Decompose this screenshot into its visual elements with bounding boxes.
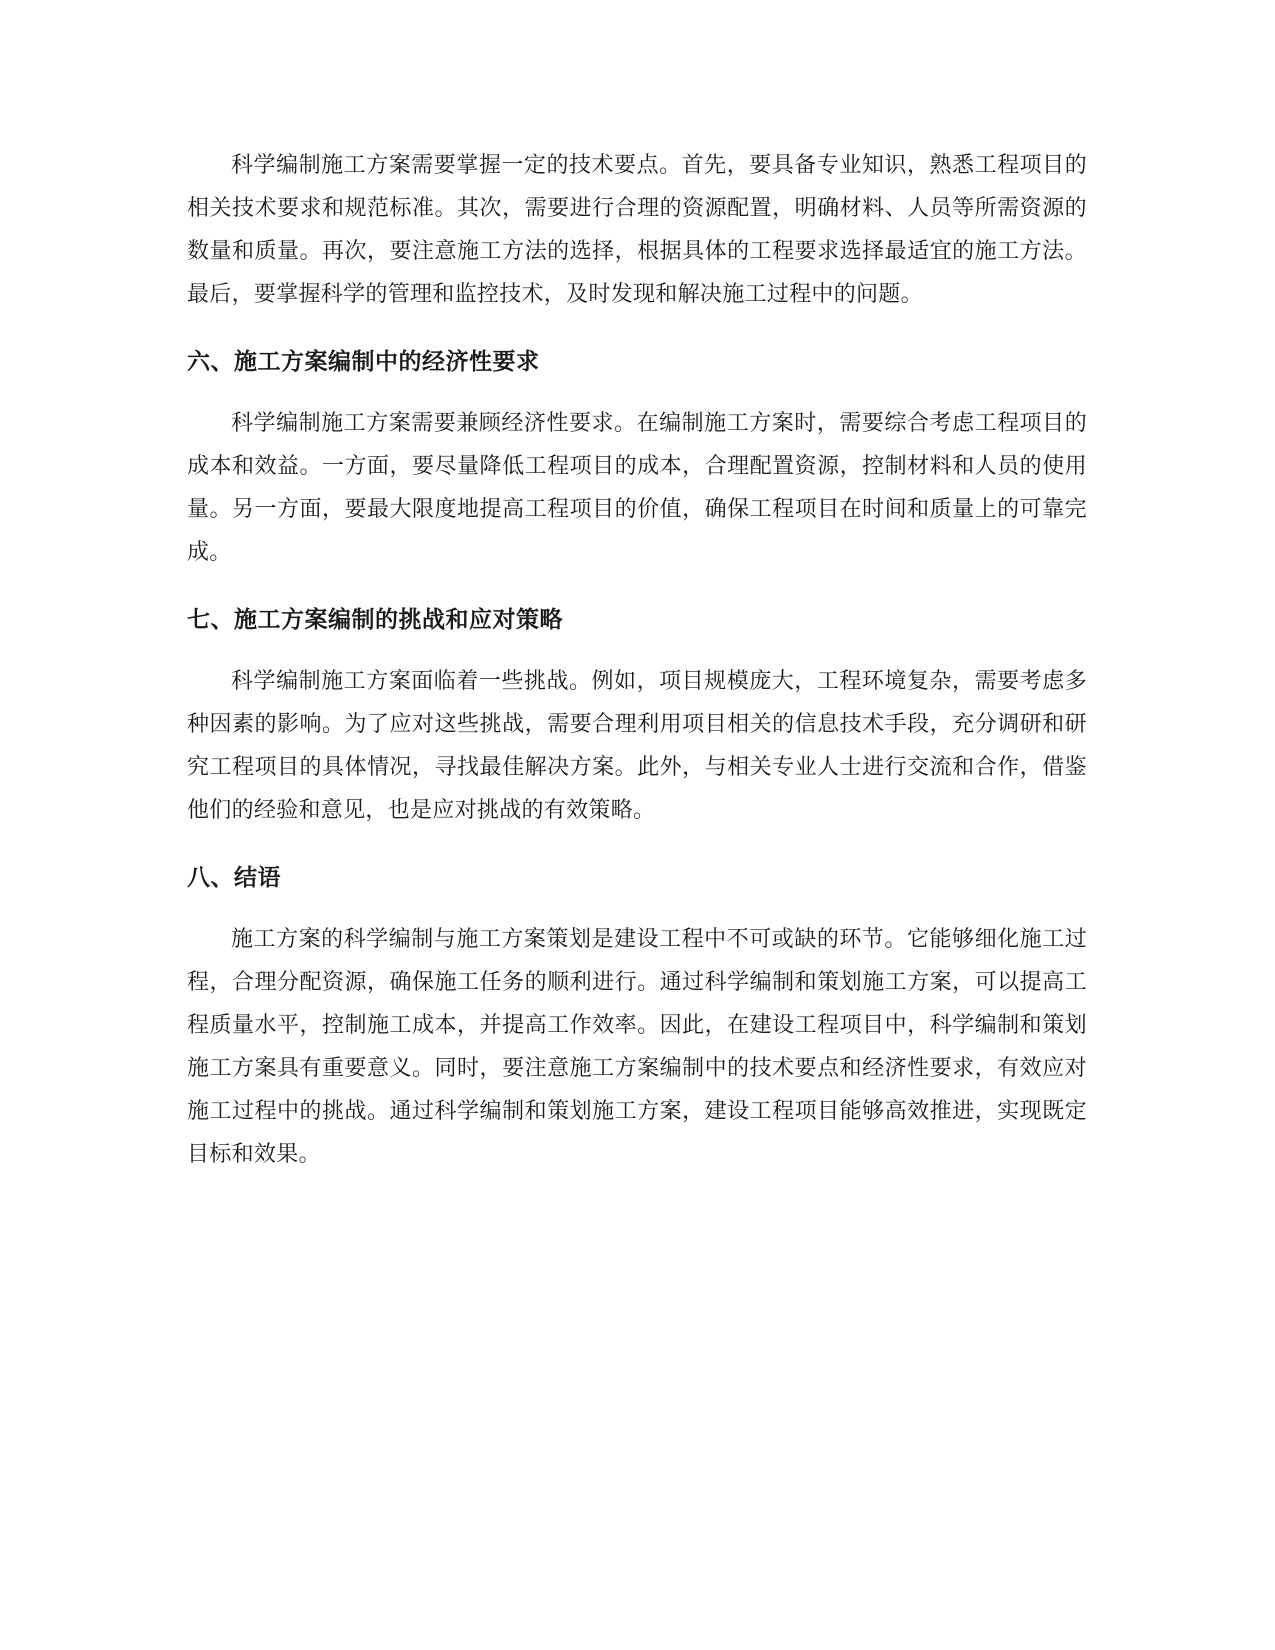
section-7-heading: 七、施工方案编制的挑战和应对策略 [187, 607, 563, 633]
section-8-heading: 八、结语 [187, 865, 281, 891]
document-body [187, 144, 1087, 1176]
section-6-heading: 六、施工方案编制中的经济性要求 [187, 349, 540, 375]
technical-points-paragraph: 科学编制施工方案需要掌握一定的技术要点。首先，要具备专业知识，熟悉工程项目的相关技术要求和规范标准。其次，需要进行合理的资源配置，明确材料、人员等所需资源的数量和质量。再次，要注意施工方法的选择，根据具体的工程要求选择最适宜的施工方法。最后，要掌握科学的管理和监控技术，及时发现和解决施工过程中的问题。 [187, 153, 1087, 307]
section-8-paragraph: 施工方案的科学编制与施工方案策划是建设工程中不可或缺的环节。它能够细化施工过程，合理分配资源，确保施工任务的顺利进行。通过科学编制和策划施工方案，可以提高工程质量水平，控制施工成本，并提高工作效率。因此，在建设工程项目中，科学编制和策划施工方案具有重要意义。同时，要注意施工方案编制中的技术要点和经济性要求，有效应对施工过程中的挑战。通过科学编制和策划施工方案，建设工程项目能够高效推进，实现既定目标和效果。 [187, 927, 1087, 1167]
section-7-paragraph: 科学编制施工方案面临着一些挑战。例如，项目规模庞大，工程环境复杂，需要考虑多种因素的影响。为了应对这些挑战，需要合理利用项目相关的信息技术手段，充分调研和研究工程项目的具体情况，寻找最佳解决方案。此外，与相关专业人士进行交流和合作，借鉴他们的经验和意见，也是应对挑战的有效策略。 [187, 669, 1087, 823]
section-6-paragraph: 科学编制施工方案需要兼顾经济性要求。在编制施工方案时，需要综合考虑工程项目的成本和效益。一方面，要尽量降低工程项目的成本，合理配置资源，控制材料和人员的使用量。另一方面，要最大限度地提高工程项目的价值，确保工程项目在时间和质量上的可靠完成。 [187, 411, 1087, 565]
